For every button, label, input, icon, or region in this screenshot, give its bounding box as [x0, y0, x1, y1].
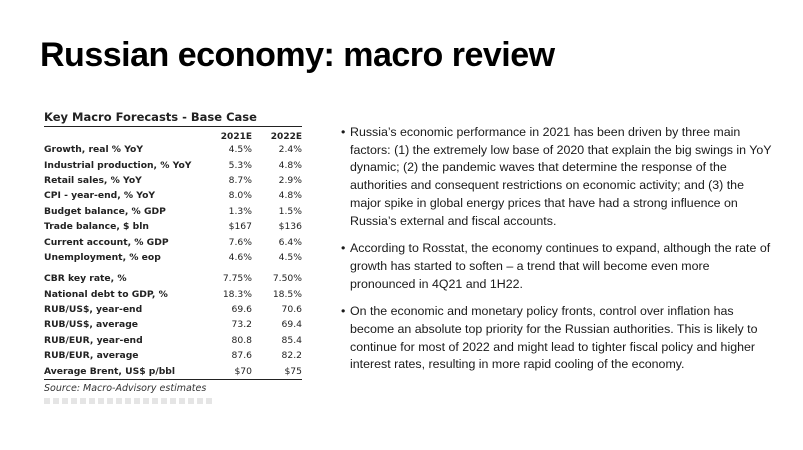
row-label: Current account, % GDP: [44, 236, 169, 248]
value-2022: 82.2: [281, 350, 302, 362]
table-row: [44, 188, 302, 203]
macro-forecast-table: [44, 110, 302, 404]
value-2022: 7.50%: [272, 273, 302, 285]
value-2021: 69.6: [231, 304, 252, 316]
value-2021: $167: [228, 221, 252, 233]
table-header-row: [44, 128, 302, 142]
row-label: RUB/US$, year-end: [44, 304, 143, 316]
table-source-note: Source: Macro-Advisory estimates: [44, 382, 207, 394]
value-2022: 2.4%: [278, 144, 302, 156]
slide-title: Russian economy: macro review: [40, 36, 555, 74]
table-row: [44, 317, 302, 332]
value-2022: 2.9%: [278, 174, 302, 186]
value-2021: 7.75%: [222, 273, 252, 285]
table-row: [44, 348, 302, 363]
table-row: [44, 204, 302, 219]
table-title: Key Macro Forecasts - Base Case: [44, 110, 302, 127]
bullet-item: [341, 240, 776, 293]
table-row: [44, 250, 302, 265]
value-2021: 8.0%: [228, 190, 252, 202]
table-row: [44, 142, 302, 157]
table-row: [44, 302, 302, 317]
value-2021: $70: [234, 365, 252, 377]
commentary-bullets: [341, 124, 776, 384]
value-2021: 5.3%: [228, 159, 252, 171]
row-label: Average Brent, US$ p/bbl: [44, 365, 176, 377]
value-2022: 18.5%: [272, 288, 302, 300]
bullet-marker: •: [341, 304, 346, 319]
value-2022: 6.4%: [278, 236, 302, 248]
bullet-text: According to Rosstat, the economy continues to expand, although the rate of growth has started to soften – a trend that will become even more pronounced in 4Q21 and 1H22.: [350, 241, 771, 291]
faded-text-line: [44, 398, 214, 404]
row-label: Growth, real % YoY: [44, 144, 143, 156]
value-2022: 4.5%: [278, 251, 302, 263]
value-2021: 1.3%: [228, 205, 252, 217]
table-row: [44, 219, 302, 234]
table-row: [44, 157, 302, 172]
row-label: National debt to GDP, %: [44, 288, 168, 300]
row-label: Budget balance, % GDP: [44, 205, 166, 217]
row-label: Trade balance, $ bln: [44, 221, 149, 233]
table-row: [44, 287, 302, 302]
table-row: [44, 271, 302, 286]
value-2021: 80.8: [231, 334, 252, 346]
row-label: Unemployment, % eop: [44, 251, 161, 263]
table-row: [44, 173, 302, 188]
column-header-2021: 2021E: [220, 132, 252, 142]
value-2021: 8.7%: [228, 174, 252, 186]
bullet-text: Russia’s economic performance in 2021 has been driven by three main factors: (1) the extremely low base of 2020 that explain the big swings in YoY dynamic; (2) the pandemic waves that determine the response of the authorities and consequent restrictions on economic activity; and (3) the major spike in global energy prices that have had a strong influence on Russia’s external and fiscal accounts.: [350, 125, 772, 228]
table-body: [44, 142, 302, 380]
row-label: RUB/EUR, average: [44, 350, 139, 362]
bullet-marker: •: [341, 125, 346, 139]
value-2021: 87.6: [231, 350, 252, 362]
row-label: CBR key rate, %: [44, 273, 127, 285]
value-2022: 1.5%: [278, 205, 302, 217]
value-2022: 70.6: [281, 304, 302, 316]
value-2022: $75: [284, 365, 302, 377]
column-header-2022: 2022E: [270, 132, 302, 142]
bullet-marker: •: [341, 241, 346, 256]
bullet-item: [341, 124, 776, 230]
value-2022: 4.8%: [278, 159, 302, 171]
value-2021: 73.2: [231, 319, 252, 331]
row-label: CPI - year-end, % YoY: [44, 190, 156, 202]
value-2022: 69.4: [281, 319, 302, 331]
value-2021: 4.6%: [228, 251, 252, 263]
row-label: RUB/EUR, year-end: [44, 334, 143, 346]
row-label: Industrial production, % YoY: [44, 159, 192, 171]
value-2022: $136: [278, 221, 302, 233]
value-2021: 4.5%: [228, 144, 252, 156]
row-label: Retail sales, % YoY: [44, 174, 142, 186]
value-2022: 85.4: [281, 334, 302, 346]
bullet-text: On the economic and monetary policy fronts, control over inflation has become an absolute top priority for the Russian authorities. This is likely to continue for most of 2022 and might lead to tighter fiscal policy and higher interest rates, resulting in more rapid cooling of the economy.: [350, 304, 758, 372]
value-2021: 18.3%: [222, 288, 252, 300]
bullet-item: [341, 303, 776, 374]
row-label: RUB/US$, average: [44, 319, 139, 331]
table-row: [44, 333, 302, 348]
value-2021: 7.6%: [228, 236, 252, 248]
value-2022: 4.8%: [278, 190, 302, 202]
table-row: [44, 234, 302, 249]
table-row: [44, 363, 302, 379]
